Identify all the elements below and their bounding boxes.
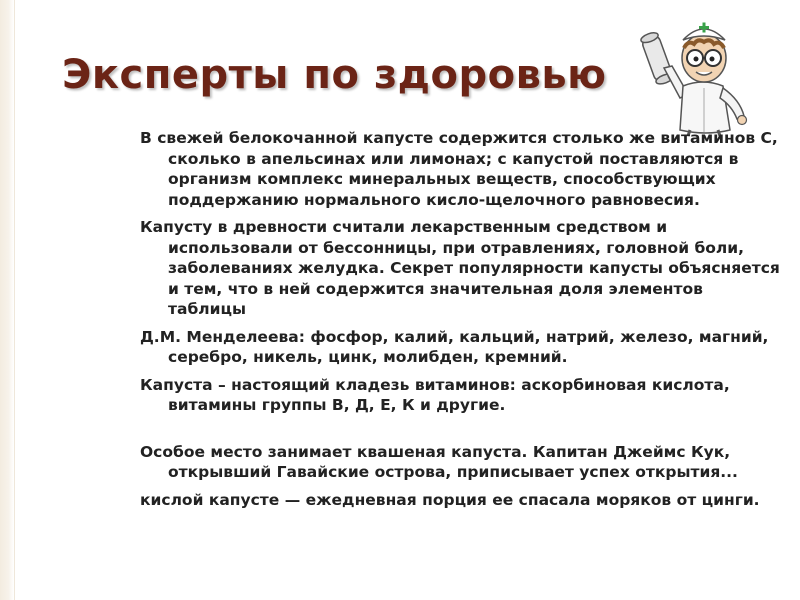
doctor-cartoon-icon <box>628 18 778 138</box>
paragraph-cabbage-medicine: Капусту в древности считали лекарственным средством и использовали от бессонницы, при отравлениях, головной боли, заболеваниях желудка. Секрет популярности капусты объясняется и тем, что в ней содержится значительная доля элементов таблицы <box>140 218 780 318</box>
paragraph-sauerkraut-cook: Особое место занимает квашеная капуста. Капитан Джеймс Кук, открывший Гавайские острова, приписывает успех открытия... <box>140 442 738 481</box>
slide-title: Эксперты по здоровью <box>62 52 607 98</box>
slide-left-border <box>0 0 14 600</box>
slide-left-border-line <box>14 0 15 600</box>
paragraph-cabbage-vitamins: В свежей белокочанной капусте содержится столько же витаминов С, сколько в апельсинах или лимонах; с капустой поставляются в организм комплекс минеральных веществ, способствующих поддержанию нормального кисло-щелочного равновесия. <box>140 129 778 209</box>
paragraph-mendeleev-elements: Д.М. Менделеева: фосфор, калий, кальций, натрий, железо, магний, серебро, никель, цинк, молибден, кремний. <box>140 327 769 366</box>
slide-body <box>140 128 780 517</box>
paragraph-sauerkraut-scurvy: кислой капусте — ежедневная порция ее спасала моряков от цинги. <box>140 490 760 509</box>
paragraph-vitamin-treasure: Капуста – настоящий кладезь витаминов: аскорбиновая кислота, витамины группы В, Д, Е, К и другие. <box>140 375 730 414</box>
